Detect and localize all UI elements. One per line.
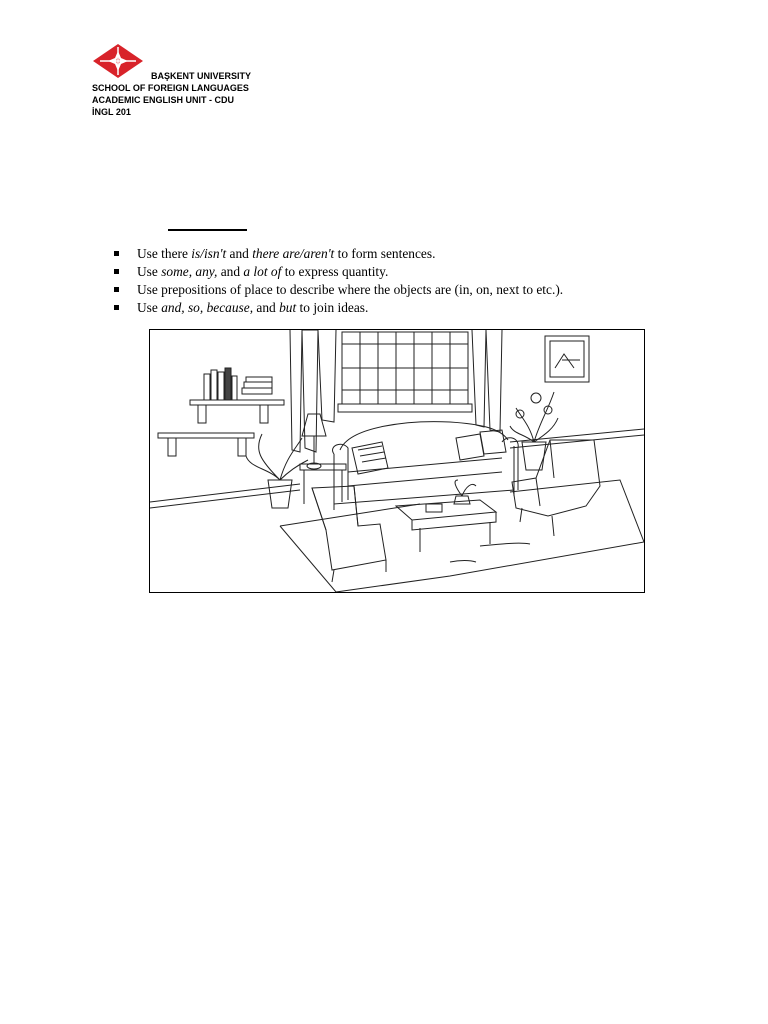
instruction-item: Use some, any, and a lot of to express quantity. [114, 263, 563, 281]
living-room-drawing-icon [150, 330, 644, 592]
instruction-list [114, 245, 563, 317]
bullet-square-icon [114, 269, 119, 274]
instruction-item: Use prepositions of place to describe where the objects are (in, on, next to etc.). [114, 281, 563, 299]
school-name: SCHOOL OF FOREIGN LANGUAGES [92, 83, 249, 93]
institution-header [92, 70, 262, 118]
instruction-item: Use and, so, because, and but to join ideas. [114, 299, 563, 317]
bullet-square-icon [114, 251, 119, 256]
title-underline [168, 229, 247, 231]
living-room-illustration [149, 329, 645, 593]
unit-name: ACADEMIC ENGLISH UNIT - CDU [92, 95, 234, 105]
university-name: BAŞKENT UNIVERSITY [151, 71, 252, 81]
bullet-square-icon [114, 305, 119, 310]
bullet-square-icon [114, 287, 119, 292]
instruction-item: Use there is/isn't and there are/aren't to form sentences. [114, 245, 563, 263]
course-code: İNGL 201 [92, 107, 131, 117]
